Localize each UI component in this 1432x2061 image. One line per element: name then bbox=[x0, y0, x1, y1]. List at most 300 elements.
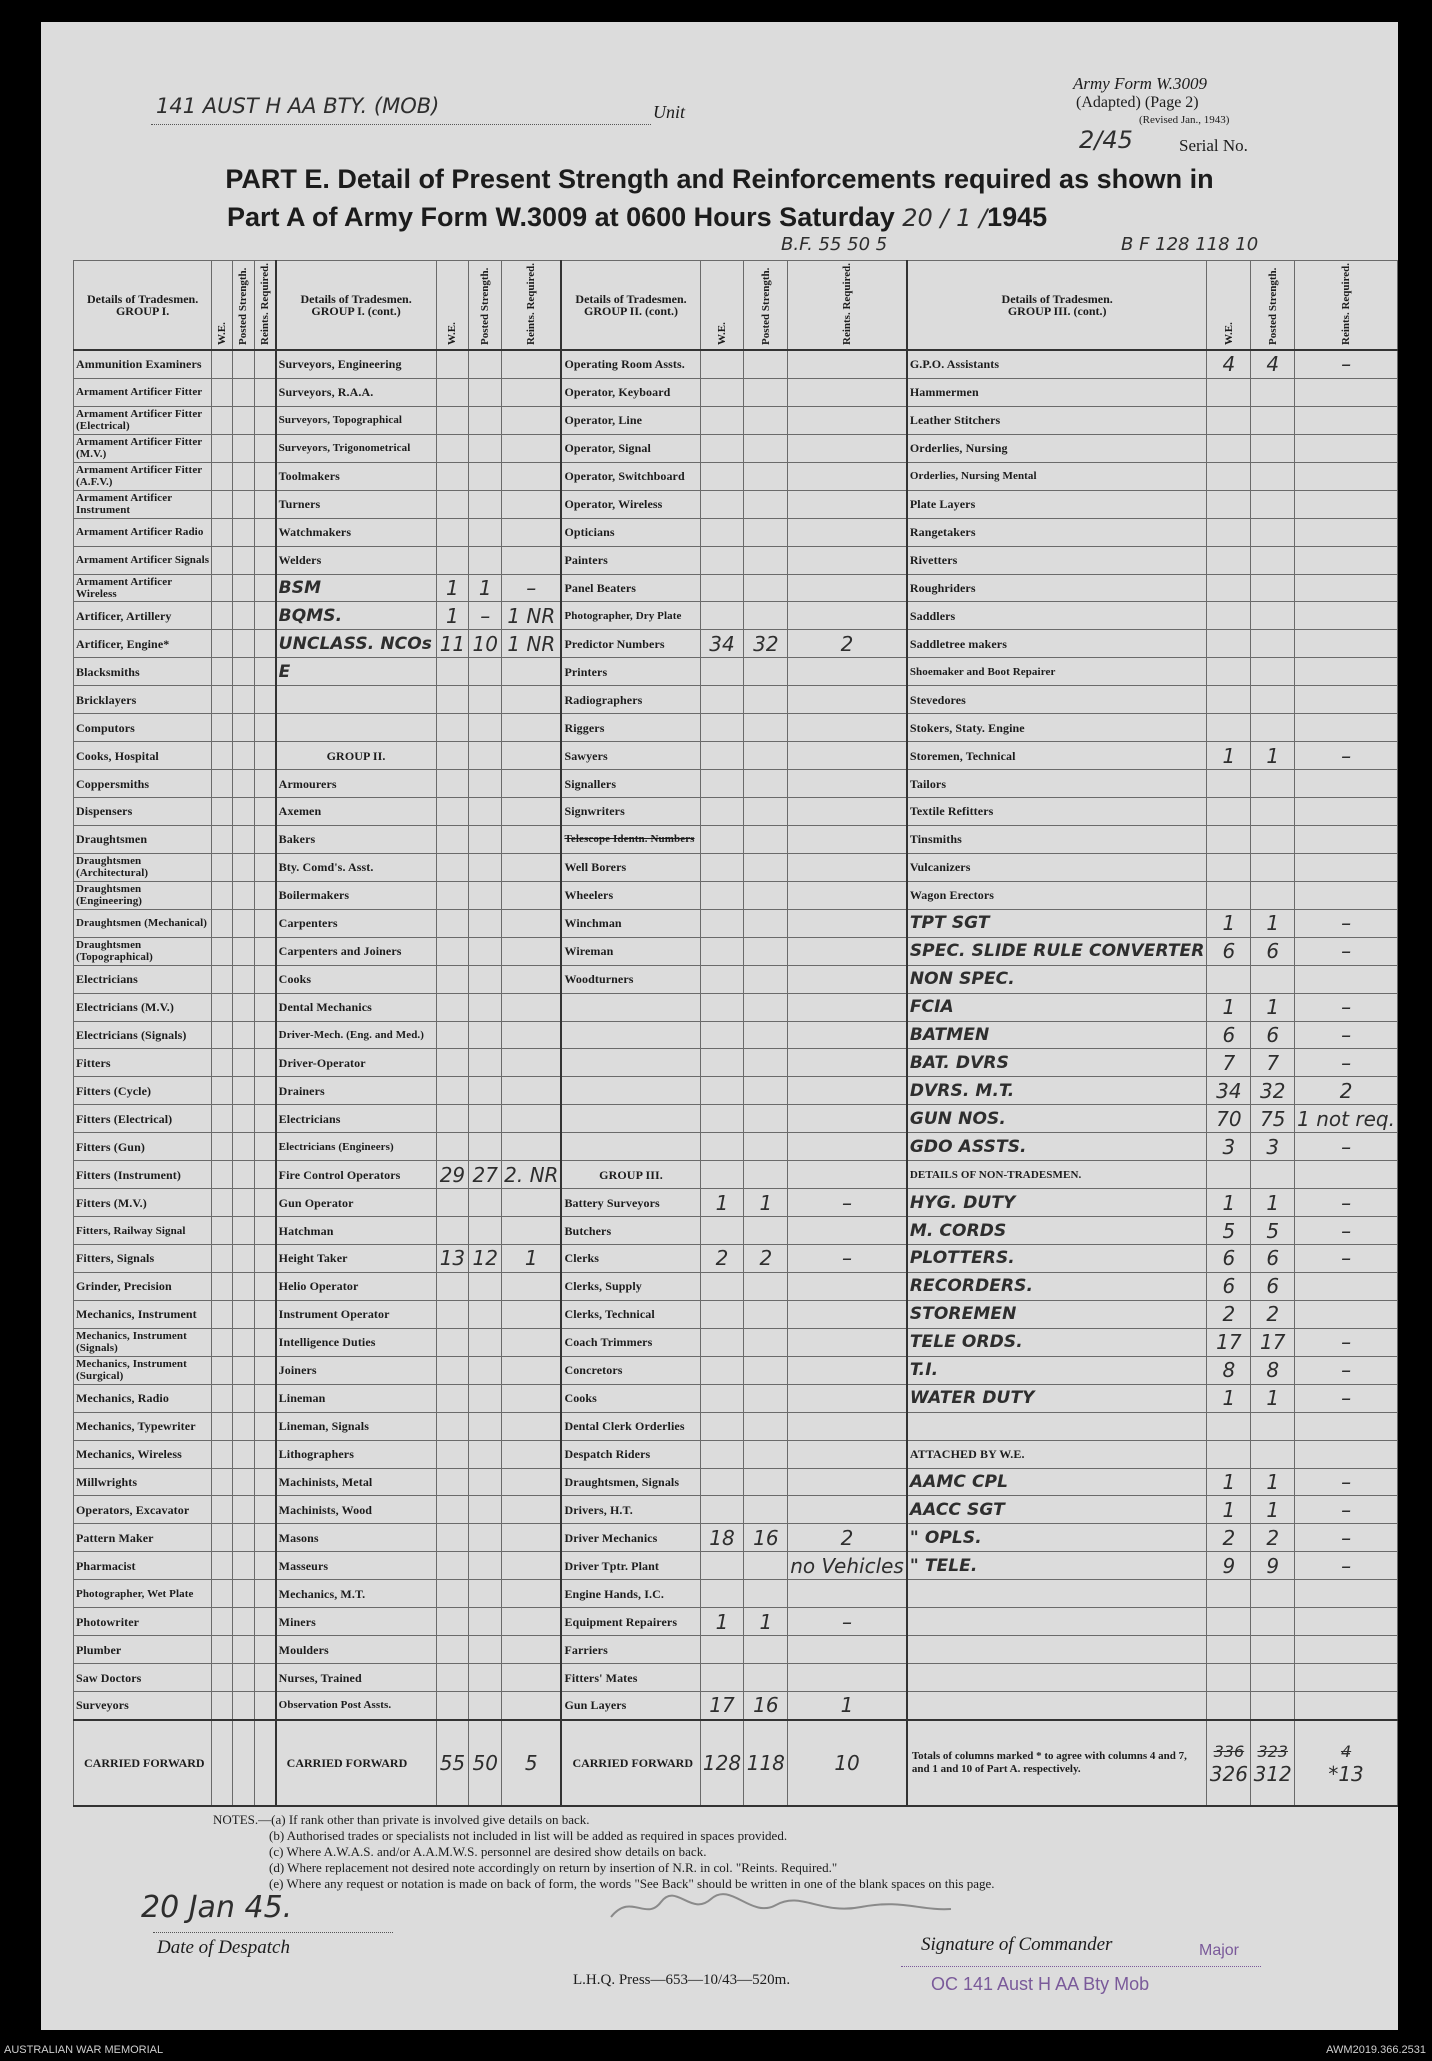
value-we bbox=[1207, 1636, 1251, 1664]
value-reints bbox=[1295, 630, 1398, 658]
value-posted bbox=[233, 1300, 254, 1328]
value-reints: 2 bbox=[788, 630, 907, 658]
value-reints bbox=[254, 1077, 276, 1105]
value-we bbox=[700, 602, 744, 630]
value-reints bbox=[502, 1105, 562, 1133]
table-row bbox=[74, 937, 1398, 965]
value-posted bbox=[469, 658, 502, 686]
table-row bbox=[74, 1300, 1398, 1328]
value-reints bbox=[788, 798, 907, 826]
value-reints bbox=[1295, 490, 1398, 518]
value-posted bbox=[233, 1161, 254, 1189]
value-reints bbox=[502, 770, 562, 798]
value-posted: 16 bbox=[744, 1524, 788, 1552]
value-reints bbox=[254, 1440, 276, 1468]
value-we bbox=[212, 630, 233, 658]
carried-forward-label-2: CARRIED FORWARD bbox=[276, 1720, 436, 1806]
trade-name: Pharmacist bbox=[74, 1552, 212, 1580]
value-we bbox=[700, 462, 744, 490]
trade-name: G.P.O. Assistants bbox=[907, 350, 1207, 378]
trade-name: Bakers bbox=[276, 825, 436, 853]
credit-right: AWM2019.366.2531 bbox=[1326, 2044, 1426, 2056]
trade-name: Watchmakers bbox=[276, 518, 436, 546]
value-posted bbox=[233, 825, 254, 853]
value-reints bbox=[788, 378, 907, 406]
value-reints bbox=[788, 462, 907, 490]
trade-name bbox=[907, 1608, 1207, 1636]
value-posted: 1 bbox=[1251, 742, 1295, 770]
despatch-date-label: Date of Despatch bbox=[157, 1937, 290, 1958]
value-posted bbox=[469, 1496, 502, 1524]
value-posted bbox=[744, 714, 788, 742]
value-reints bbox=[254, 546, 276, 574]
trade-name: Helio Operator bbox=[276, 1272, 436, 1300]
col-header-reints: Reints. Required. bbox=[525, 263, 538, 345]
value-posted: 4 bbox=[1251, 350, 1295, 378]
value-we: 3 bbox=[1207, 1133, 1251, 1161]
value-we bbox=[700, 1272, 744, 1300]
value-posted bbox=[1251, 574, 1295, 602]
trade-name: Riggers bbox=[561, 714, 700, 742]
table-row bbox=[74, 518, 1398, 546]
table-row bbox=[74, 1328, 1398, 1356]
value-posted bbox=[1251, 1636, 1295, 1664]
value-we bbox=[1207, 798, 1251, 826]
value-posted bbox=[233, 490, 254, 518]
value-posted bbox=[744, 1412, 788, 1440]
value-reints bbox=[1295, 965, 1398, 993]
value-posted bbox=[233, 546, 254, 574]
value-posted bbox=[233, 1664, 254, 1692]
trade-name: Draughtsmen (Mechanical) bbox=[74, 909, 212, 937]
value-we bbox=[700, 1468, 744, 1496]
title-date-handwritten: 20 / 1 / bbox=[902, 204, 988, 232]
trade-name: Battery Surveyors bbox=[561, 1189, 700, 1217]
value-we bbox=[212, 1664, 233, 1692]
value-reints bbox=[502, 1384, 562, 1412]
totals-note: Totals of columns marked * to agree with columns 4 and 7, and 1 and 10 of Part A. respectively. bbox=[907, 1720, 1207, 1806]
value-posted bbox=[233, 1440, 254, 1468]
table-row bbox=[74, 1636, 1398, 1664]
col-header-we: W.E. bbox=[1222, 322, 1235, 345]
trade-name bbox=[907, 1664, 1207, 1692]
value-posted bbox=[1251, 1412, 1295, 1440]
value-posted bbox=[469, 714, 502, 742]
trade-name: Dispensers bbox=[74, 798, 212, 826]
trade-name: Lithographers bbox=[276, 1440, 436, 1468]
value-we: 1 bbox=[700, 1189, 744, 1217]
value-we bbox=[212, 1580, 233, 1608]
value-we bbox=[1207, 686, 1251, 714]
value-we: 1 bbox=[1207, 1468, 1251, 1496]
value-reints bbox=[502, 881, 562, 909]
value-we bbox=[1207, 1664, 1251, 1692]
table-row bbox=[74, 602, 1398, 630]
trade-name: Surveyors bbox=[74, 1692, 212, 1720]
value-posted bbox=[469, 406, 502, 434]
notes-block bbox=[213, 1812, 995, 1892]
value-we: 2 bbox=[700, 1245, 744, 1273]
value-posted bbox=[1251, 714, 1295, 742]
value-reints bbox=[254, 434, 276, 462]
value-posted bbox=[1251, 1608, 1295, 1636]
value-reints: 1 bbox=[502, 1245, 562, 1273]
value-we bbox=[436, 1496, 469, 1524]
value-we bbox=[700, 881, 744, 909]
value-reints bbox=[788, 881, 907, 909]
value-reints bbox=[254, 714, 276, 742]
value-posted bbox=[233, 434, 254, 462]
value-we bbox=[436, 1580, 469, 1608]
value-reints bbox=[502, 1440, 562, 1468]
carried-forward-row bbox=[74, 1720, 1398, 1806]
trade-name: Woodturners bbox=[561, 965, 700, 993]
table-row bbox=[74, 770, 1398, 798]
trade-name: UNCLASS. NCOs bbox=[276, 630, 436, 658]
value-posted bbox=[233, 1608, 254, 1636]
value-we bbox=[436, 546, 469, 574]
value-we bbox=[436, 1524, 469, 1552]
value-posted bbox=[469, 1524, 502, 1552]
value-reints bbox=[1295, 518, 1398, 546]
value-reints bbox=[254, 1133, 276, 1161]
value-we: 5 bbox=[1207, 1217, 1251, 1245]
value-reints bbox=[254, 1468, 276, 1496]
value-posted bbox=[233, 518, 254, 546]
value-we bbox=[212, 546, 233, 574]
table-row bbox=[74, 546, 1398, 574]
value-reints: no Vehicles bbox=[788, 1552, 907, 1580]
trade-name: Carpenters and Joiners bbox=[276, 937, 436, 965]
note-a: If rank other than private is involved give details on back. bbox=[288, 1812, 590, 1827]
value-posted bbox=[469, 686, 502, 714]
value-reints bbox=[788, 825, 907, 853]
value-posted bbox=[744, 658, 788, 686]
value-posted bbox=[1251, 434, 1295, 462]
trade-name: BAT. DVRS bbox=[907, 1049, 1207, 1077]
value-reints bbox=[788, 1077, 907, 1105]
value-posted bbox=[469, 1021, 502, 1049]
bf-annotation-2: B F 128 118 10 bbox=[1121, 234, 1259, 255]
value-reints: – bbox=[1295, 937, 1398, 965]
value-reints bbox=[254, 853, 276, 881]
trade-name: Opticians bbox=[561, 518, 700, 546]
value-we: 34 bbox=[1207, 1077, 1251, 1105]
value-posted bbox=[469, 1636, 502, 1664]
value-posted: 1 bbox=[1251, 1384, 1295, 1412]
value-reints: 1 not req. bbox=[1295, 1105, 1398, 1133]
value-reints bbox=[502, 798, 562, 826]
value-we: 11 bbox=[436, 630, 469, 658]
value-posted bbox=[469, 1300, 502, 1328]
value-we: 17 bbox=[1207, 1328, 1251, 1356]
table-row bbox=[74, 853, 1398, 881]
table-row bbox=[74, 378, 1398, 406]
trade-name: Driver-Operator bbox=[276, 1049, 436, 1077]
value-we bbox=[212, 937, 233, 965]
trade-name: Driver Tptr. Plant bbox=[561, 1552, 700, 1580]
value-reints bbox=[502, 1189, 562, 1217]
value-we bbox=[436, 714, 469, 742]
trade-name: Gun Layers bbox=[561, 1692, 700, 1720]
trade-name: Lineman bbox=[276, 1384, 436, 1412]
table-row bbox=[74, 1272, 1398, 1300]
value-we bbox=[700, 1328, 744, 1356]
trade-name: DETAILS OF NON-TRADESMEN. bbox=[907, 1161, 1207, 1189]
value-posted bbox=[233, 965, 254, 993]
value-reints: – bbox=[1295, 1552, 1398, 1580]
value-posted bbox=[233, 909, 254, 937]
value-we bbox=[700, 686, 744, 714]
value-we bbox=[212, 853, 233, 881]
value-reints: 2 bbox=[788, 1524, 907, 1552]
value-we bbox=[436, 742, 469, 770]
value-reints bbox=[502, 546, 562, 574]
value-posted bbox=[233, 378, 254, 406]
trade-name: Surveyors, Topographical bbox=[276, 406, 436, 434]
value-posted bbox=[469, 853, 502, 881]
value-we bbox=[212, 1189, 233, 1217]
value-we: 1 bbox=[700, 1608, 744, 1636]
commander-signature bbox=[601, 1887, 961, 1927]
trade-name: Grinder, Precision bbox=[74, 1272, 212, 1300]
value-posted bbox=[469, 937, 502, 965]
trade-name: Electricians bbox=[74, 965, 212, 993]
value-we bbox=[700, 798, 744, 826]
value-reints bbox=[254, 1189, 276, 1217]
value-reints bbox=[788, 350, 907, 378]
value-reints: – bbox=[1295, 1468, 1398, 1496]
trade-name: Draughtsmen (Topographical) bbox=[74, 937, 212, 965]
trade-name: WATER DUTY bbox=[907, 1384, 1207, 1412]
value-we bbox=[212, 434, 233, 462]
trade-name bbox=[907, 1636, 1207, 1664]
value-posted: 17 bbox=[1251, 1328, 1295, 1356]
trade-name: Blacksmiths bbox=[74, 658, 212, 686]
value-posted: 1 bbox=[1251, 909, 1295, 937]
value-posted: 75 bbox=[1251, 1105, 1295, 1133]
trade-name: Hatchman bbox=[276, 1217, 436, 1245]
trade-name: Draughtsmen bbox=[74, 825, 212, 853]
value-reints bbox=[1295, 825, 1398, 853]
table-row bbox=[74, 1161, 1398, 1189]
trade-name: Driver-Mech. (Eng. and Med.) bbox=[276, 1021, 436, 1049]
value-we bbox=[212, 1496, 233, 1524]
value-we bbox=[436, 1692, 469, 1720]
value-reints bbox=[254, 1217, 276, 1245]
trade-name: Mechanics, Radio bbox=[74, 1384, 212, 1412]
col-header-posted: Posted Strength. bbox=[237, 267, 250, 345]
trade-name: Armament Artificer Radio bbox=[74, 518, 212, 546]
value-we: 34 bbox=[700, 630, 744, 658]
value-reints bbox=[1295, 1608, 1398, 1636]
value-we: 1 bbox=[436, 602, 469, 630]
value-reints bbox=[254, 1524, 276, 1552]
value-we bbox=[700, 1133, 744, 1161]
value-we: 6 bbox=[1207, 937, 1251, 965]
value-posted bbox=[1251, 1161, 1295, 1189]
value-reints bbox=[254, 1552, 276, 1580]
value-we bbox=[700, 1021, 744, 1049]
value-we: 6 bbox=[1207, 1245, 1251, 1273]
trade-name: Saw Doctors bbox=[74, 1664, 212, 1692]
value-reints bbox=[1295, 378, 1398, 406]
value-posted bbox=[233, 937, 254, 965]
despatch-date-handwritten: 20 Jan 45. bbox=[141, 1890, 293, 1925]
value-we bbox=[436, 1300, 469, 1328]
value-posted bbox=[233, 1189, 254, 1217]
value-reints: 1 NR bbox=[502, 630, 562, 658]
value-posted bbox=[233, 1245, 254, 1273]
trade-name: Tailors bbox=[907, 770, 1207, 798]
trade-name bbox=[276, 714, 436, 742]
value-we bbox=[700, 406, 744, 434]
trade-name: Masons bbox=[276, 1524, 436, 1552]
value-posted bbox=[744, 462, 788, 490]
value-posted bbox=[744, 1636, 788, 1664]
value-reints bbox=[502, 1524, 562, 1552]
value-posted bbox=[744, 1300, 788, 1328]
value-posted bbox=[233, 350, 254, 378]
trade-name: GROUP III. bbox=[561, 1161, 700, 1189]
trade-name: Fitters, Railway Signal bbox=[74, 1217, 212, 1245]
value-we bbox=[1207, 630, 1251, 658]
total-we: 336 326 bbox=[1207, 1720, 1251, 1806]
value-posted bbox=[1251, 686, 1295, 714]
trade-name: Well Borers bbox=[561, 853, 700, 881]
value-posted bbox=[469, 742, 502, 770]
trade-name bbox=[561, 1105, 700, 1133]
value-posted bbox=[233, 630, 254, 658]
stamp-line bbox=[901, 1966, 1261, 1967]
value-reints bbox=[1295, 1272, 1398, 1300]
value-reints bbox=[788, 490, 907, 518]
trade-name: Operators, Excavator bbox=[74, 1496, 212, 1524]
trade-name: Artificer, Artillery bbox=[74, 602, 212, 630]
value-we bbox=[1207, 1692, 1251, 1720]
trade-name bbox=[561, 993, 700, 1021]
value-posted bbox=[469, 1105, 502, 1133]
value-we bbox=[212, 378, 233, 406]
col-header-group1-cont: Details of Tradesmen. GROUP I. (cont.) bbox=[276, 261, 436, 351]
value-we bbox=[436, 1636, 469, 1664]
value-reints bbox=[788, 1580, 907, 1608]
trade-name: SPEC. SLIDE RULE CONVERTER bbox=[907, 937, 1207, 965]
value-posted bbox=[233, 1412, 254, 1440]
value-we bbox=[436, 658, 469, 686]
value-reints bbox=[1295, 406, 1398, 434]
trade-name: Instrument Operator bbox=[276, 1300, 436, 1328]
value-we: 18 bbox=[700, 1524, 744, 1552]
value-posted bbox=[1251, 798, 1295, 826]
value-we: 1 bbox=[1207, 742, 1251, 770]
table-row bbox=[74, 350, 1398, 378]
table-header-row bbox=[74, 261, 1398, 351]
value-we bbox=[1207, 462, 1251, 490]
col-header-posted: Posted Strength. bbox=[759, 267, 772, 345]
trade-name: Draughtsmen, Signals bbox=[561, 1468, 700, 1496]
value-reints bbox=[1295, 574, 1398, 602]
value-we bbox=[212, 1300, 233, 1328]
trade-name: Winchman bbox=[561, 909, 700, 937]
table-row bbox=[74, 965, 1398, 993]
value-reints bbox=[1295, 462, 1398, 490]
value-reints bbox=[1295, 798, 1398, 826]
value-we bbox=[212, 1384, 233, 1412]
value-reints bbox=[1295, 881, 1398, 909]
value-posted bbox=[469, 1580, 502, 1608]
value-posted: 6 bbox=[1251, 937, 1295, 965]
value-reints bbox=[502, 434, 562, 462]
value-we bbox=[700, 1105, 744, 1133]
value-posted bbox=[233, 798, 254, 826]
value-reints bbox=[502, 1608, 562, 1636]
value-we bbox=[700, 993, 744, 1021]
value-posted bbox=[744, 434, 788, 462]
trade-name: HYG. DUTY bbox=[907, 1189, 1207, 1217]
value-we bbox=[436, 1440, 469, 1468]
trade-name: M. CORDS bbox=[907, 1217, 1207, 1245]
table-row bbox=[74, 1440, 1398, 1468]
value-reints bbox=[1295, 658, 1398, 686]
title-line-2-text: Part A of Army Form W.3009 at 0600 Hours Saturday bbox=[227, 202, 895, 232]
value-we bbox=[436, 1272, 469, 1300]
table-row bbox=[74, 574, 1398, 602]
trade-name: Radiographers bbox=[561, 686, 700, 714]
unit-label: Unit bbox=[653, 102, 686, 122]
value-we: 8 bbox=[1207, 1356, 1251, 1384]
value-reints bbox=[1295, 1161, 1398, 1189]
signature-label: Signature of Commander bbox=[921, 1934, 1113, 1955]
trade-name: Rangetakers bbox=[907, 518, 1207, 546]
trade-name: Armament Artificer Fitter bbox=[74, 378, 212, 406]
value-posted bbox=[469, 1384, 502, 1412]
value-posted: 32 bbox=[744, 630, 788, 658]
value-we bbox=[700, 1049, 744, 1077]
value-posted: 12 bbox=[469, 1245, 502, 1273]
trade-name: Draughtsmen (Engineering) bbox=[74, 881, 212, 909]
trade-name: Nurses, Trained bbox=[276, 1664, 436, 1692]
value-we bbox=[1207, 1608, 1251, 1636]
value-reints bbox=[788, 1412, 907, 1440]
value-posted bbox=[744, 686, 788, 714]
value-we bbox=[700, 434, 744, 462]
value-posted bbox=[744, 350, 788, 378]
value-we bbox=[212, 770, 233, 798]
value-reints: – bbox=[788, 1608, 907, 1636]
table-row bbox=[74, 1245, 1398, 1273]
value-we bbox=[436, 1049, 469, 1077]
table-row bbox=[74, 462, 1398, 490]
value-we bbox=[436, 1664, 469, 1692]
value-reints: – bbox=[502, 574, 562, 602]
value-posted bbox=[744, 574, 788, 602]
table-row bbox=[74, 1217, 1398, 1245]
value-reints bbox=[1295, 686, 1398, 714]
value-we bbox=[212, 1272, 233, 1300]
trade-name: Draughtsmen (Architectural) bbox=[74, 853, 212, 881]
value-posted bbox=[233, 686, 254, 714]
col-header-reints: Reints. Required. bbox=[1340, 263, 1353, 345]
trade-name: Computors bbox=[74, 714, 212, 742]
trade-name: Operator, Wireless bbox=[561, 490, 700, 518]
value-reints bbox=[788, 1468, 907, 1496]
value-posted bbox=[469, 965, 502, 993]
value-posted: 1 bbox=[744, 1189, 788, 1217]
table-row bbox=[74, 881, 1398, 909]
trade-name bbox=[907, 1412, 1207, 1440]
value-reints bbox=[788, 1300, 907, 1328]
